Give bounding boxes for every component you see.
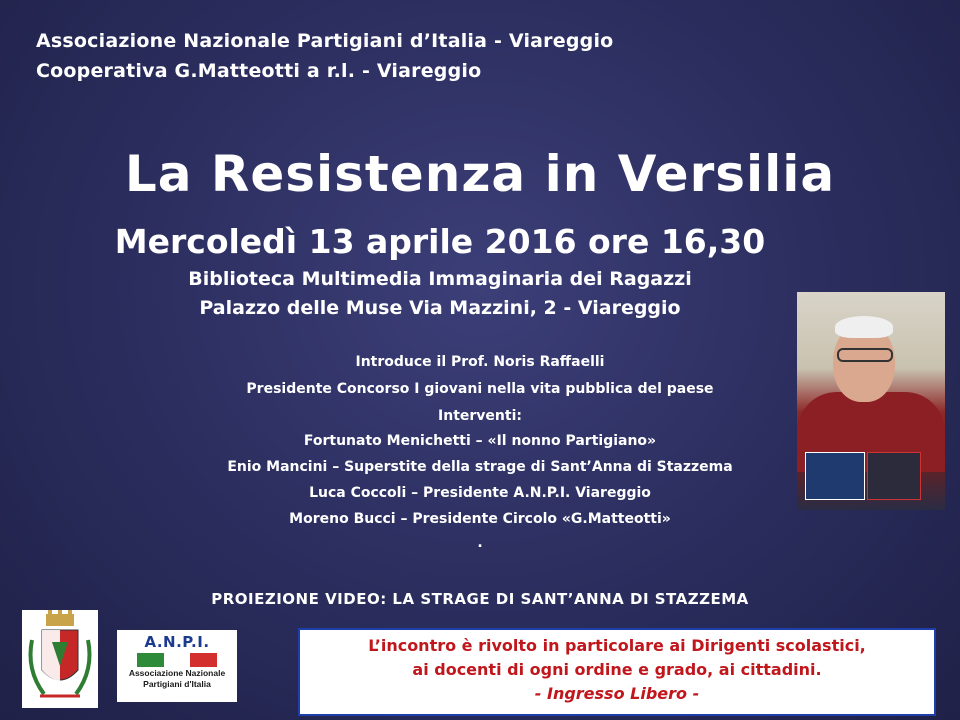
anpi-acronym: A.N.P.I. — [144, 633, 210, 651]
italian-flag-icon — [137, 653, 217, 667]
crest-svg-icon — [22, 610, 98, 708]
photo-book-1 — [805, 452, 865, 500]
program-line: Luca Coccoli – Presidente A.N.P.I. Viareggio — [309, 485, 651, 501]
speaker-photo — [797, 292, 945, 510]
event-title: La Resistenza in Versilia — [124, 145, 836, 203]
organizer-anpi: Associazione Nazionale Partigiani d’Italia - Viareggio — [36, 30, 614, 52]
program-line: Presidente Concorso I giovani nella vita pubblica del paese — [246, 381, 714, 397]
comune-viareggio-crest-icon — [22, 610, 98, 708]
program-line: Fortunato Menichetti – «Il nonno Partigiano» — [303, 433, 657, 449]
video-announcement: PROIEZIONE VIDEO: LA STRAGE DI SANT’ANNA DI STAZZEMA — [211, 590, 749, 608]
photo-book-2 — [867, 452, 921, 500]
program-line: Moreno Bucci – Presidente Circolo «G.Matteotti» — [289, 511, 671, 527]
photo-glasses-shape — [837, 348, 893, 362]
notice-line-2: ai docenti di ogni ordine e grado, ai cittadini. — [412, 660, 822, 679]
organizer-cooperativa: Cooperativa G.Matteotti a r.l. - Viareggio — [36, 60, 482, 82]
notice-line-1: L’incontro è rivolto in particolare ai Dirigenti scolastici, — [368, 636, 866, 655]
program-line: Interventi: — [438, 408, 522, 424]
program-line: . — [477, 535, 483, 551]
anpi-logo — [117, 630, 237, 702]
event-date: Mercoledì 13 aprile 2016 ore 16,30 — [114, 222, 766, 261]
anpi-caption-line-1: Associazione Nazionale — [128, 668, 226, 678]
anpi-caption-line-2: Partigiani d'Italia — [143, 679, 211, 689]
photo-hair-shape — [835, 316, 893, 338]
venue-line-1: Biblioteca Multimedia Immaginaria dei Ragazzi — [188, 268, 692, 290]
venue-line-2: Palazzo delle Muse Via Mazzini, 2 - Viareggio — [199, 297, 681, 319]
notice-box — [298, 628, 936, 716]
program-line: Enio Mancini – Superstite della strage di Sant’Anna di Stazzema — [227, 459, 733, 475]
program-line: Introduce il Prof. Noris Raffaelli — [355, 354, 605, 370]
notice-line-3: - Ingresso Libero - — [534, 684, 700, 703]
